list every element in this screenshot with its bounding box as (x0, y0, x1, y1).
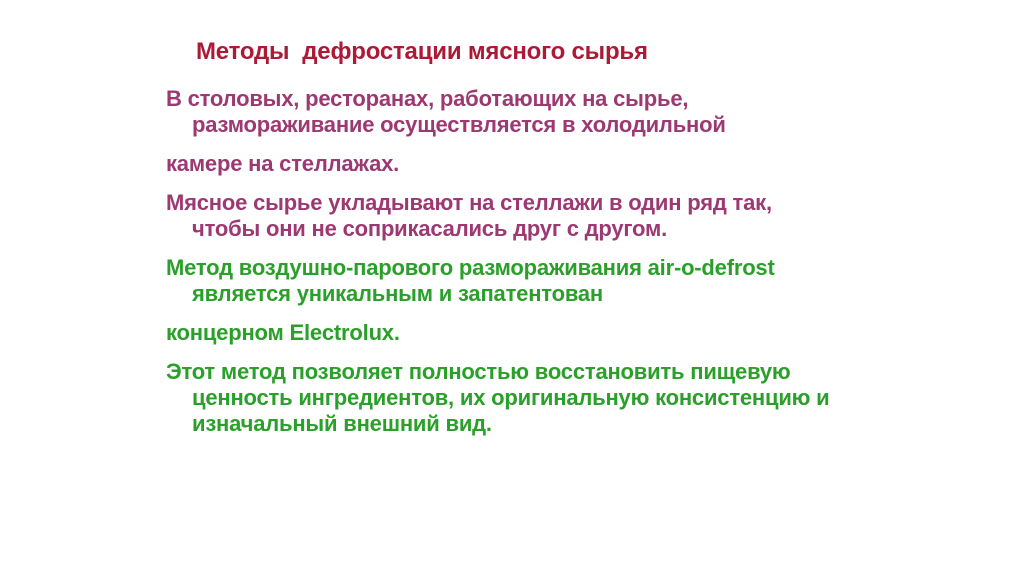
text-line: является уникальным и запатентован (192, 281, 603, 306)
paragraph-meat-on-racks-single-row (166, 190, 1024, 242)
text-line: изначальный внешний вид. (192, 411, 492, 436)
paragraph-air-o-defrost-method (166, 255, 1024, 307)
slide-title: Методы дефростации мясного сырья (196, 38, 648, 65)
slide-body (166, 86, 1024, 450)
text-line: Этот метод позволяет полностью восстановить пищевую (166, 359, 791, 384)
text-line: В столовых, ресторанах, работающих на сырье, (166, 86, 689, 111)
paragraph-electrolux (166, 320, 1024, 346)
paragraph-chamber-on-racks (166, 151, 1024, 177)
text-line: размораживание осуществляется в холодильной (192, 112, 726, 137)
paragraph-thawing-in-cold-room (166, 86, 1024, 138)
text-line: чтобы они не соприкасались друг с другом. (192, 216, 667, 241)
text-line: Метод воздушно-парового размораживания air-o-defrost (166, 255, 775, 280)
text-line: ценность ингредиентов, их оригинальную консистенцию и (192, 385, 830, 410)
text-line: камере на стеллажах. (166, 151, 400, 176)
text-line: концерном Electrolux. (166, 320, 400, 345)
paragraph-method-benefits (166, 359, 1024, 437)
text-line: Мясное сырье укладывают на стеллажи в один ряд так, (166, 190, 772, 215)
